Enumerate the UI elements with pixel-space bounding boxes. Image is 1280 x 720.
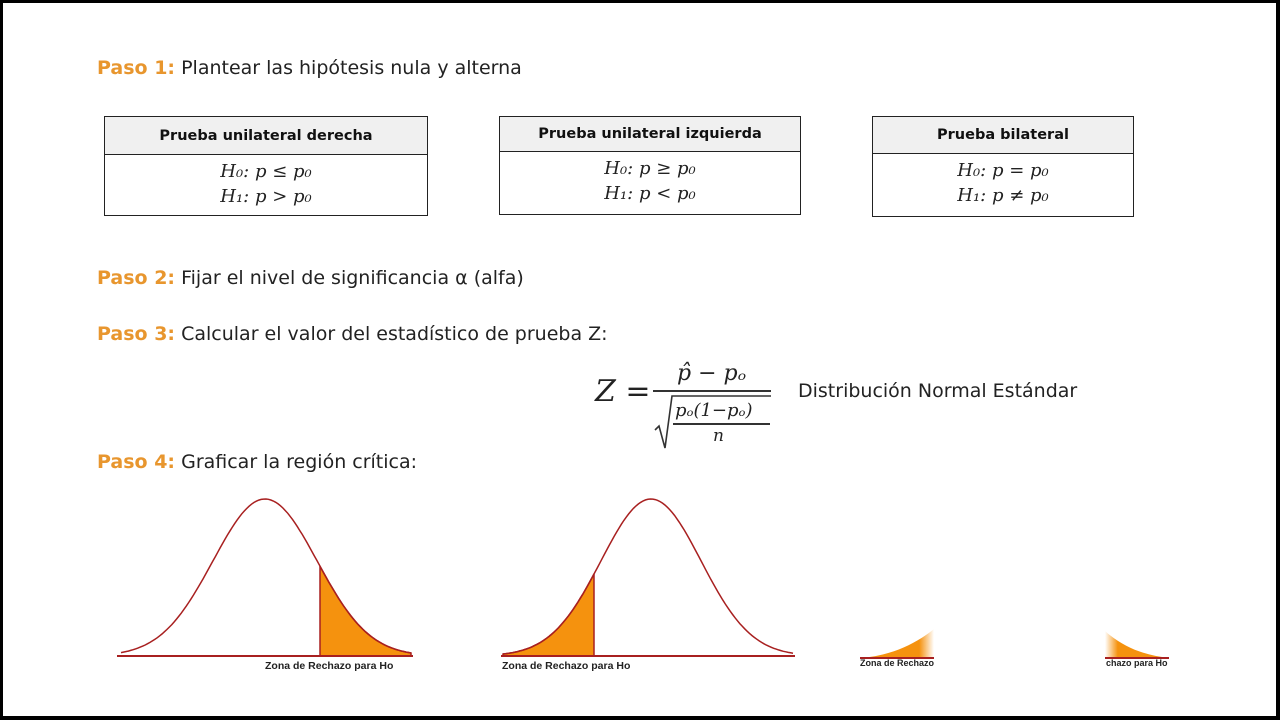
step-4-label: Paso 4: — [97, 451, 176, 473]
left-tail-graph — [499, 491, 799, 663]
rejection-region — [860, 629, 934, 658]
hypothesis-box-right — [104, 116, 428, 216]
normal-curve — [121, 499, 411, 653]
step-2-text: Fijar el nivel de significancia α (alfa) — [181, 267, 524, 289]
rejection-zone-label: Zona de Rechazo para Ho — [502, 660, 631, 672]
formula-inner-denominator: n — [713, 426, 724, 446]
rejection-region — [1105, 631, 1169, 658]
hypothesis-box-bilateral — [872, 116, 1134, 217]
z-statistic-formula — [595, 361, 775, 451]
step-2 — [97, 267, 524, 289]
formula-lhs: Z = — [595, 374, 651, 409]
rejection-zone-label: chazo para Ho — [1106, 658, 1168, 668]
hypothesis-title: Prueba bilateral — [873, 117, 1133, 154]
step-3-label: Paso 3: — [97, 323, 176, 345]
hypothesis-body — [105, 155, 427, 209]
inner-fraction-line — [673, 423, 770, 425]
fraction-line — [653, 390, 771, 392]
hypothesis-title: Prueba unilateral derecha — [105, 117, 427, 155]
rejection-region — [320, 566, 411, 656]
step-1-label: Paso 1: — [97, 57, 176, 79]
hypothesis-body — [500, 152, 800, 206]
right-tail-graph — [115, 491, 415, 663]
step-4 — [97, 451, 417, 473]
formula-inner-numerator: pₒ(1−pₒ) — [675, 400, 753, 421]
h0-formula: H₀: p ≤ p₀ — [220, 161, 312, 182]
step-4-text: Graficar la región crítica: — [181, 451, 418, 473]
two-tail-graph-left — [858, 621, 938, 663]
h0-formula: H₀: p ≥ p₀ — [604, 158, 696, 179]
h1-formula: H₁: p < p₀ — [604, 183, 696, 204]
h1-formula: H₁: p > p₀ — [220, 186, 312, 207]
step-3 — [97, 323, 608, 345]
distribution-label: Distribución Normal Estándar — [798, 380, 1078, 402]
step-2-label: Paso 2: — [97, 267, 176, 289]
step-3-text: Calcular el valor del estadístico de prueba Z: — [181, 323, 608, 345]
slide — [3, 3, 1276, 716]
rejection-region — [503, 574, 594, 656]
h0-formula: H₀: p = p₀ — [957, 160, 1049, 181]
rejection-zone-label: Zona de Rechazo para Ho — [265, 660, 394, 672]
step-1-text: Plantear las hipótesis nula y alterna — [181, 57, 522, 79]
formula-numerator: p̂ − pₒ — [677, 361, 747, 386]
hypothesis-body — [873, 154, 1133, 208]
rejection-zone-label: Zona de Rechazo — [860, 658, 935, 668]
step-1 — [97, 57, 522, 79]
hypothesis-title: Prueba unilateral izquierda — [500, 117, 800, 152]
hypothesis-box-left — [499, 116, 801, 215]
normal-curve — [503, 499, 793, 654]
h1-formula: H₁: p ≠ p₀ — [957, 185, 1049, 206]
